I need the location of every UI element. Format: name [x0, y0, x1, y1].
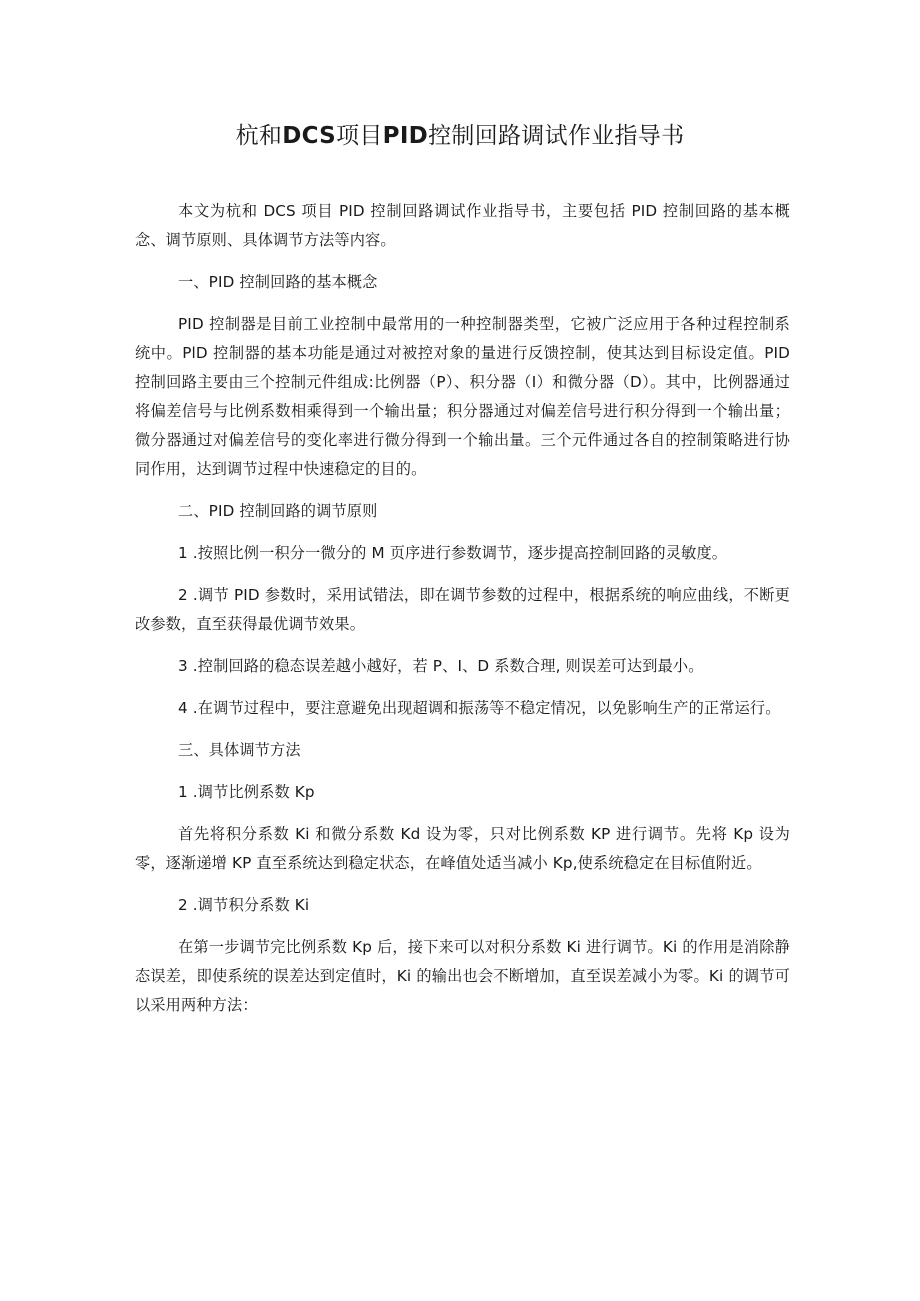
basic-concepts-paragraph: PID 控制器是目前工业控制中最常用的一种控制器类型，它被广泛应用于各种过程控制系统中。PlD 控制器的基本功能是通过对被控对象的量进行反馈控制，使其达到目标设定值。PID 控制回路主要由三个控制元件组成:比例器（P）、积分器（I）和微分器（D）。其中，比例器通过将偏差信号与比例系数相乘得到一个输出量；积分器通过对偏差信号进行积分得到一个输出量；微分器通过对偏差信号的变化率进行微分得到一个输出量。三个元件通过各自的控制策略进行协同作用，达到调节过程中快速稳定的目的。: [135, 315, 790, 478]
title-part-5: 控制回路调试作业指导书: [428, 123, 685, 149]
section-heading-basic-concepts: 一、PID 控制回路的基本概念: [178, 273, 378, 291]
method-heading-kp: 1 .调节比例系数 Kp: [178, 783, 315, 801]
method-kp-paragraph: 首先将积分系数 Ki 和微分系数 Kd 设为零，只对比例系数 KP 进行调节。先将 Kp 设为零，逐渐递增 KP 直至系统达到稳定状态，在峰值处适当减小 Kp,使系统稳定在目标值附近。: [135, 825, 790, 872]
title-part-2: DCS: [282, 123, 337, 149]
title-part-4: PID: [382, 123, 429, 149]
document-title: [0, 119, 920, 153]
title-part-3: 项目: [336, 123, 383, 149]
section-heading-tuning-principles: 二、PID 控制回路的调节原则: [178, 502, 378, 520]
intro-paragraph: 本文为杭和 DCS 项目 PID 控制回路调试作业指导书，主要包括 PID 控制回路的基本概念、调节原则、具体调节方法等内容。: [135, 202, 790, 249]
method-heading-ki: 2 .调节积分系数 Ki: [178, 896, 310, 914]
document-body: [135, 197, 790, 1020]
principle-item-4: 4 .在调节过程中，要注意避免出现超调和振荡等不稳定情况，以免影响生产的正常运行。: [178, 699, 781, 717]
principle-item-2: 2 .调节 PID 参数时，采用试错法，即在调节参数的过程中，根据系统的响应曲线，不断更改参数，直至获得最优调节效果。: [135, 586, 790, 633]
principle-item-3: 3 .控制回路的稳态误差越小越好，若 P、I、D 系数合理, 则误差可达到最小。: [178, 657, 704, 675]
title-part-1: 杭和: [235, 123, 283, 149]
section-heading-tuning-methods: 三、具体调节方法: [178, 741, 301, 759]
principle-item-1: 1 .按照比例一积分一微分的 M 页序进行参数调节，逐步提高控制回路的灵敏度。: [178, 544, 728, 562]
method-ki-paragraph: 在第一步调节完比例系数 Kp 后，接下来可以对积分系数 Ki 进行调节。Ki 的作用是消除静态误差，即使系统的误差达到定值时，Ki 的输出也会不断增加，直至误差减小为零。Ki 的调节可以采用两种方法：: [135, 938, 790, 1014]
